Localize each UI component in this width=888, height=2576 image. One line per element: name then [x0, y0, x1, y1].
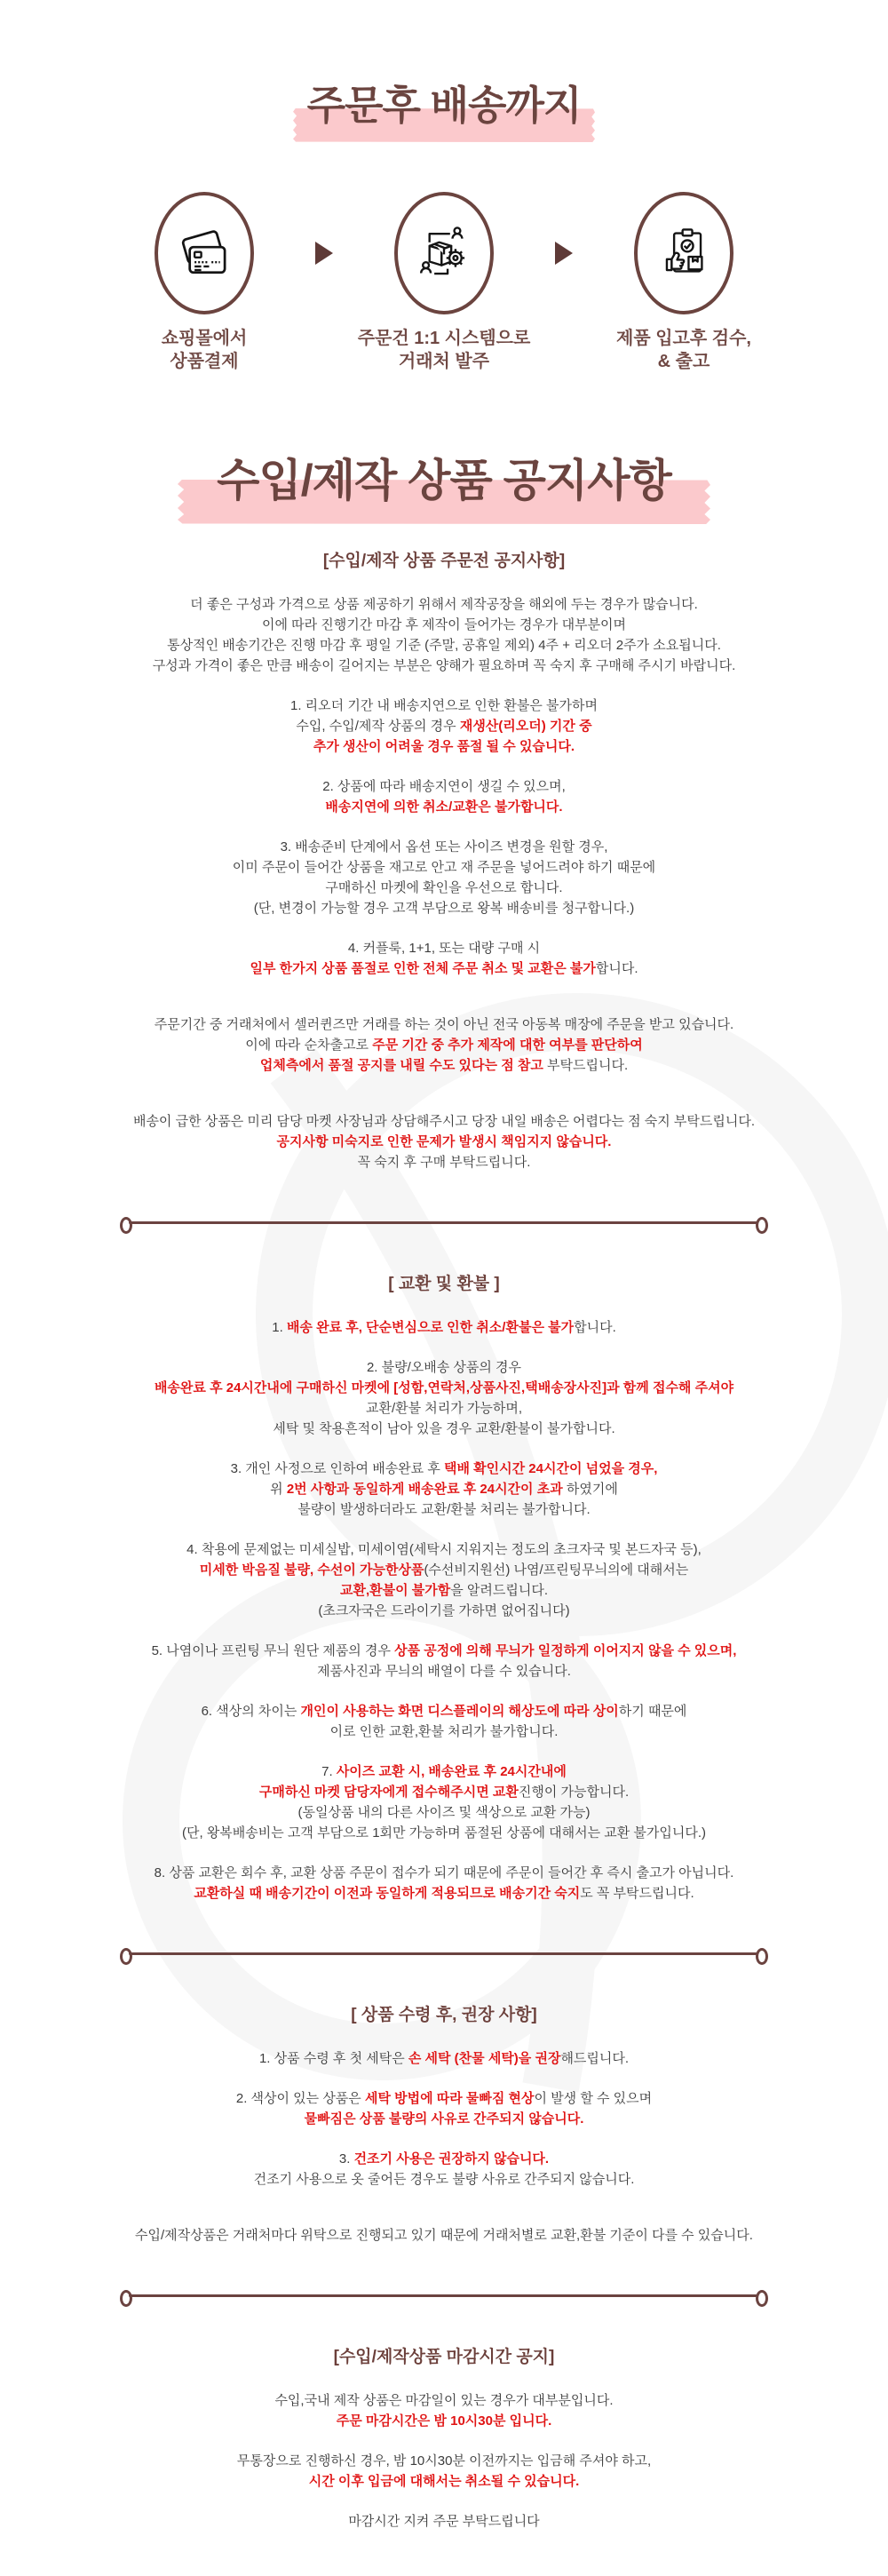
text-segment: 부탁드립니다.	[547, 1058, 629, 1073]
text-segment-red: 세탁 방법에 따라 물빠짐 현상	[364, 2091, 535, 2106]
notice-line	[0, 2511, 888, 2532]
notice-line	[0, 1357, 888, 1378]
notice-line	[0, 2451, 888, 2471]
notice-paragraph	[0, 1641, 888, 1682]
text-segment: 교환/환불 처리가 가능하며,	[365, 1401, 523, 1416]
notice-paragraph	[0, 2149, 888, 2190]
section-divider	[120, 1217, 768, 1229]
notice-line	[0, 938, 888, 958]
notice-line	[0, 797, 888, 817]
notice-line	[0, 1132, 888, 1152]
text-segment: 1.	[272, 1320, 287, 1335]
notice-line	[0, 898, 888, 918]
notice-paragraph	[0, 837, 888, 918]
notice-line	[0, 1539, 888, 1560]
divider-line	[129, 1221, 759, 1224]
text-segment: 건조기 사용으로 옷 줄어든 경우도 불량 사유로 간주되지 않습니다.	[253, 2172, 635, 2187]
text-segment: 하기 때문에	[618, 1704, 687, 1719]
text-segment: 이에 따라 순차출고로	[245, 1038, 373, 1053]
notice-line	[0, 1459, 888, 1479]
text-segment-red: 배송완료 후 24시간내에 구매하신 마켓에 [성함,연락처,상품사진,택배송장사진]과 함께 접수해 주셔야	[154, 1380, 734, 1395]
notice-line	[0, 2109, 888, 2129]
notice-sections	[0, 547, 888, 2532]
notice-paragraph	[0, 2048, 888, 2069]
text-segment: 도 꼭 부탁드립니다.	[580, 1886, 694, 1901]
text-segment-red: 배송 완료 후, 단순변심으로 인한 취소/환불은 불가	[286, 1320, 575, 1335]
text-segment: 4. 착용에 문제없는 미세실밥, 미세이염(세탁시 지워지는 정도의 초크자국 및 본드자국 등),	[186, 1542, 702, 1557]
text-segment: 해드립니다.	[560, 2051, 630, 2066]
notice-paragraph	[0, 1459, 888, 1520]
text-segment: 2. 색상이 있는 상품은	[235, 2091, 365, 2106]
page-title-text: 주문후 배송까지	[306, 83, 582, 128]
notice-line	[0, 736, 888, 757]
text-segment-red: 미세한 박음질 불량, 수선이 가능한상품	[199, 1562, 424, 1578]
text-segment: 이미 주문이 들어간 상품을 재고로 안고 재 주문을 넣어드려야 하기 때문에	[232, 860, 656, 875]
text-segment-red: 재생산(리오더) 기간 중	[459, 719, 592, 734]
notice-line	[0, 2149, 888, 2169]
notice-line	[0, 1055, 888, 1076]
notice-line	[0, 716, 888, 736]
notice-line	[0, 1479, 888, 1499]
notice-line	[0, 2390, 888, 2411]
text-segment: 하였기에	[562, 1482, 618, 1497]
text-segment: 이로 인한 교환,환불 처리가 불가합니다.	[329, 1724, 559, 1739]
notice-line	[0, 1499, 888, 1520]
text-segment: 수입/제작상품은 거래처마다 위탁으로 진행되고 있기 때문에 거래처별로 교환,환불 기준이 다를 수 있습니다.	[135, 2228, 753, 2243]
process-steps	[0, 192, 888, 373]
text-segment-red: 상품 공정에 의해 무늬가 일정하게 이어지지 않을 수 있으며,	[394, 1643, 737, 1658]
text-segment-red: 교환하실 때 배송기간이 이전과 동일하게 적용되므로 배송기간 숙지	[194, 1886, 581, 1901]
text-segment: 4. 커플룩, 1+1, 또는 대량 구매 시	[347, 941, 541, 956]
notice-paragraph	[0, 2511, 888, 2532]
text-segment: 구성과 가격이 좋은 만큼 배송이 길어지는 부분은 양해가 필요하며 꼭 숙지 후 구매해 주시기 바랍니다.	[152, 658, 736, 673]
notice-line	[0, 2169, 888, 2190]
divider-line	[129, 2294, 759, 2297]
inspection-shipping-icon	[634, 192, 733, 314]
step-label-payment: 쇼핑몰에서 상품결제	[161, 329, 248, 371]
notice-line	[0, 1782, 888, 1802]
text-segment-red: 시간 이후 입금에 대해서는 취소될 수 있습니다.	[308, 2474, 580, 2489]
process-step-order	[333, 192, 555, 373]
text-segment-red: 2번 사항과 동일하게 배송완료 후 24시간이 초과	[286, 1482, 563, 1497]
text-segment: 8. 상품 교환은 회수 후, 교환 상품 주문이 접수가 되기 때문에 주문이 들어간 후 즉시 출고가 아닙니다.	[154, 1865, 734, 1880]
text-segment-red: 업체측에서 품절 공지를 내릴 수도 있다는 점 참고	[259, 1058, 548, 1073]
notice-line	[0, 635, 888, 656]
notice-line	[0, 857, 888, 878]
text-segment-red: 일부 한가지 상품 품절로 인한 전체 주문 취소 및 교환은 불가	[250, 961, 596, 976]
text-segment-red: 개인이 사용하는 화면 디스플레이의 해상도에 따라 상이	[300, 1704, 619, 1719]
text-segment: 이 발생 할 수 있으며	[534, 2091, 653, 2106]
arrow-right-icon	[555, 242, 573, 265]
notice-line	[0, 776, 888, 797]
notice-line	[0, 878, 888, 898]
notice-line	[0, 2088, 888, 2109]
text-segment-red: 주문 마감시간은 밤 10시30분 입니다.	[336, 2413, 552, 2429]
text-segment: 진행이 가능합니다.	[518, 1785, 630, 1800]
text-segment: 무통장으로 진행하신 경우, 밤 10시30분 이전까지는 입금해 주셔야 하고,	[236, 2453, 652, 2469]
notice-title	[0, 455, 888, 506]
text-segment: 배송이 급한 상품은 미리 담당 마켓 사장님과 상담해주시고 당장 내일 배송은 어렵다는 점 숙지 부탁드립니다.	[132, 1114, 756, 1129]
notice-line	[0, 1601, 888, 1621]
process-step-payment	[93, 192, 315, 373]
notice-paragraph	[0, 1317, 888, 1338]
notice-line	[0, 1317, 888, 1338]
notice-line	[0, 615, 888, 635]
notice-paragraph	[0, 2390, 888, 2431]
notice-line	[0, 594, 888, 615]
notice-line	[0, 1560, 888, 1580]
text-segment: 3.	[338, 2151, 354, 2167]
text-segment: 2. 불량/오배송 상품의 경우	[366, 1360, 522, 1375]
text-segment: 구매하신 마켓에 확인을 우선으로 합니다.	[325, 880, 563, 895]
text-segment-red: 공지사항 미숙지로 인한 문제가 발생시 책임지지 않습니다.	[276, 1134, 612, 1149]
notice-line	[0, 1378, 888, 1398]
text-segment: 수입,국내 제작 상품은 마감일이 있는 경우가 대부분입니다.	[274, 2393, 614, 2408]
notice-paragraph	[0, 1111, 888, 1173]
text-segment-red: 추가 생산이 어려울 경우 품절 될 수 있습니다.	[313, 739, 575, 754]
text-segment: 5. 나염이나 프린팅 무늬 원단 제품의 경우	[151, 1643, 395, 1658]
text-segment: (초크자국은 드라이기를 가하면 없어집니다)	[318, 1603, 570, 1618]
notice-paragraph	[0, 938, 888, 979]
text-segment: 마감시간 지켜 주문 부탁드립니다	[348, 2514, 540, 2529]
notice-line	[0, 1580, 888, 1601]
text-segment-red: 사이즈 교환 시, 배송완료 후 24시간내에	[336, 1764, 567, 1779]
text-segment-red: 구매하신 마켓 담당자에게 접수해주시면 교환	[258, 1785, 519, 1800]
notice-line	[0, 1419, 888, 1439]
text-segment: 수입, 수입/제작 상품의 경우	[296, 719, 460, 734]
text-segment: (단, 변경이 가능할 경우 고객 부담으로 왕복 배송비를 청구합니다.)	[253, 901, 635, 916]
text-segment: 위	[270, 1482, 287, 1497]
notice-line	[0, 656, 888, 676]
notice-line	[0, 1014, 888, 1035]
notice-paragraph	[0, 2451, 888, 2492]
text-segment: 3. 개인 사정으로 인하여 배송완료 후	[230, 1461, 444, 1476]
notice-paragraph	[0, 776, 888, 817]
notice-line	[0, 958, 888, 979]
notice-paragraph	[0, 1701, 888, 1742]
text-segment: 7.	[321, 1764, 337, 1779]
text-segment-red: 교환,환불이 불가함	[339, 1583, 451, 1598]
section-heading-exchange-refund: [ 교환 및 환불 ]	[388, 1275, 500, 1293]
text-segment: 합니다.	[595, 961, 638, 976]
notice-line	[0, 1661, 888, 1682]
notice-title-text: 수입/제작 상품 공지사항	[217, 456, 671, 505]
notice-paragraph	[0, 2088, 888, 2129]
text-segment: 1. 상품 수령 후 첫 세탁은	[258, 2051, 408, 2066]
text-segment: 불량이 발생하더라도 교환/환불 처리는 불가합니다.	[297, 1502, 591, 1517]
notice-line	[0, 1701, 888, 1721]
notice-paragraph	[0, 696, 888, 757]
notice-line	[0, 2048, 888, 2069]
notice-line	[0, 1883, 888, 1904]
text-segment-red: 택배 확인시간 24시간이 넘었을 경우,	[444, 1461, 658, 1476]
text-segment: 통상적인 배송기간은 진행 마감 후 평일 기준 (주말, 공휴일 제외) 4주 + 리오더 2주가 소요됩니다.	[167, 638, 721, 653]
page-title-delivery-process	[0, 82, 888, 130]
notice-paragraph	[0, 1014, 888, 1076]
notice-line	[0, 1823, 888, 1843]
notice-line	[0, 1721, 888, 1742]
notice-paragraph	[0, 1357, 888, 1439]
notice-line	[0, 1802, 888, 1823]
notice-line	[0, 2471, 888, 2492]
section-heading-after-receipt: [ 상품 수령 후, 권장 사항]	[351, 2006, 537, 2024]
notice-line	[0, 1761, 888, 1782]
notice-line	[0, 2225, 888, 2246]
notice-paragraph	[0, 594, 888, 676]
notice-paragraph	[0, 1761, 888, 1843]
notice-line	[0, 1863, 888, 1883]
text-segment: 3. 배송준비 단계에서 옵션 또는 사이즈 변경을 원할 경우,	[280, 839, 608, 855]
text-segment: 1. 리오더 기간 내 배송지연으로 인한 환불은 불가하며	[290, 698, 598, 713]
order-system-icon	[394, 192, 494, 314]
divider-line	[129, 1952, 759, 1955]
notice-line	[0, 837, 888, 857]
text-segment: 2. 상품에 따라 배송지연이 생길 수 있으며,	[322, 779, 566, 794]
text-segment: 주문기간 중 거래처에서 셀러퀸즈만 거래를 하는 것이 아닌 전국 아동복 매장에 주문을 받고 있습니다.	[154, 1017, 734, 1032]
credit-card-icon	[155, 192, 254, 314]
text-segment: 6. 색상의 차이는	[201, 1704, 301, 1719]
step-label-order: 주문건 1:1 시스템으로 거래처 발주	[357, 329, 531, 371]
text-segment: 합니다.	[574, 1320, 616, 1335]
notice-paragraph	[0, 2225, 888, 2246]
text-segment: 더 좋은 구성과 가격으로 상품 제공하기 위해서 제작공장을 해외에 두는 경우가 많습니다.	[190, 597, 698, 612]
text-segment-red: 건조기 사용은 권장하지 않습니다.	[353, 2151, 550, 2167]
notice-line	[0, 1152, 888, 1173]
section-divider	[120, 2290, 768, 2302]
process-step-inspection	[573, 192, 795, 373]
text-segment-red: 주문 기간 중 추가 제작에 대한 여부를 판단하여	[372, 1038, 643, 1053]
notice-line	[0, 1398, 888, 1419]
arrow-right-icon	[315, 242, 333, 265]
text-segment: (단, 왕복배송비는 고객 부담으로 1회만 가능하며 품절된 상품에 대해서는 교환 불가입니다.)	[182, 1825, 706, 1841]
notice-line	[0, 696, 888, 716]
text-segment: (동일상품 내의 다른 사이즈 및 색상으로 교환 가능)	[297, 1805, 591, 1820]
text-segment: 제품사진과 무늬의 배열이 다를 수 있습니다.	[317, 1664, 571, 1679]
text-segment: 세탁 및 착용흔적이 남아 있을 경우 교환/환불이 불가합니다.	[273, 1421, 615, 1436]
notice-line	[0, 1035, 888, 1055]
notice-line	[0, 2411, 888, 2431]
step-label-inspection: 제품 입고후 검수, & 출고	[616, 329, 751, 371]
notice-paragraph	[0, 1863, 888, 1904]
notice-line	[0, 1111, 888, 1132]
text-segment: 을 알려드립니다.	[450, 1583, 549, 1598]
section-divider	[120, 1948, 768, 1960]
section-heading-deadline-notice: [수입/제작상품 마감시간 공지]	[333, 2348, 555, 2366]
notice-line	[0, 1641, 888, 1661]
section-heading-pre-order-notice: [수입/제작 상품 주문전 공지사항]	[322, 552, 566, 570]
text-segment-red: 손 세탁 (찬물 세탁)을 권장	[408, 2051, 561, 2066]
text-segment: 꼭 숙지 후 구매 부탁드립니다.	[357, 1155, 531, 1170]
text-segment-red: 물빠짐은 상품 불량의 사유로 간주되지 않습니다.	[304, 2111, 584, 2127]
text-segment: (수선비지원선) 나염/프린팅무늬의에 대해서는	[424, 1562, 689, 1578]
text-segment: 이에 따라 진행기간 마감 후 제작이 들어가는 경우가 대부분이며	[261, 617, 627, 632]
text-segment-red: 배송지연에 의한 취소/교환은 불가합니다.	[325, 799, 563, 815]
notice-paragraph	[0, 1539, 888, 1621]
